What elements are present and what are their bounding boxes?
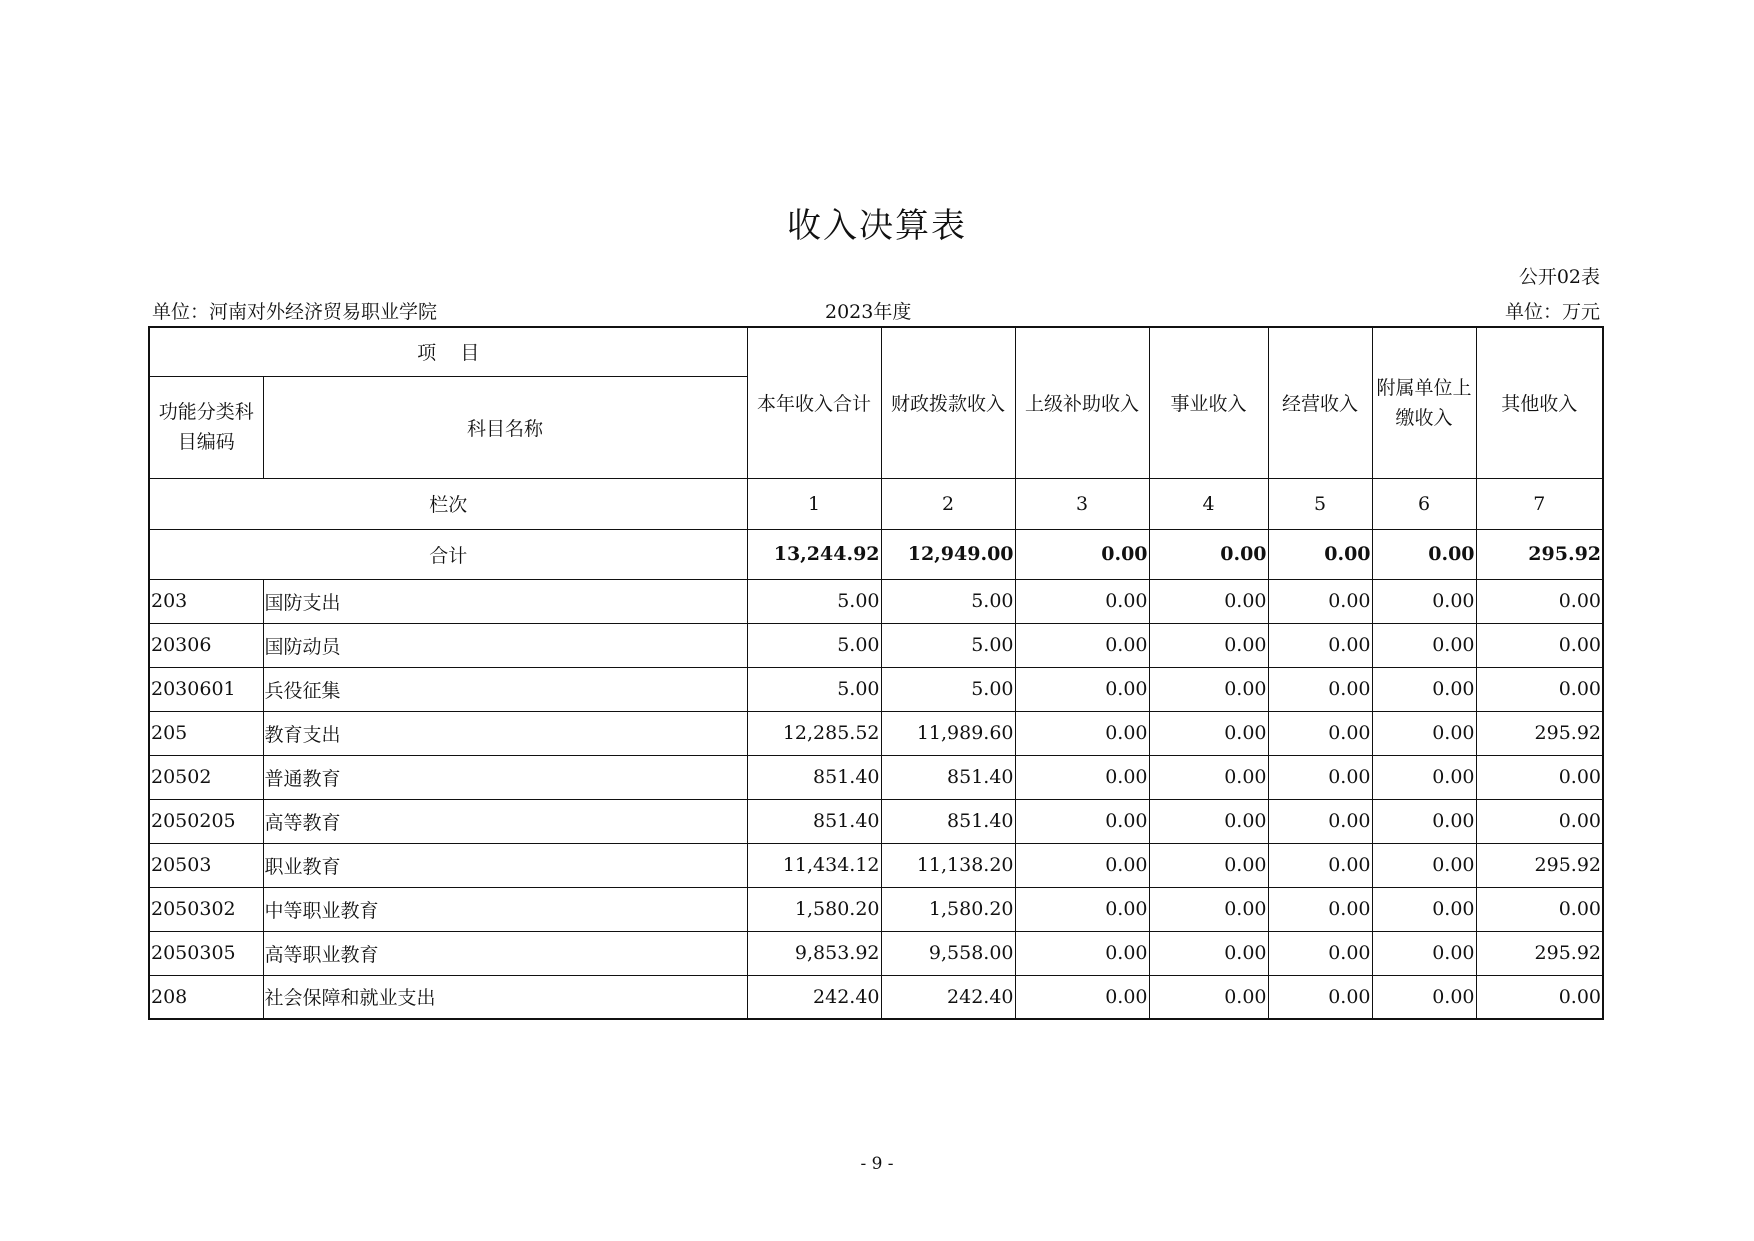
subject-code: 203 <box>149 579 263 623</box>
amount-cell: 0.00 <box>1476 975 1603 1019</box>
index-label: 栏次 <box>149 478 747 529</box>
col-index-2: 2 <box>881 478 1015 529</box>
amount-cell: 5.00 <box>747 579 881 623</box>
amount-cell: 0.00 <box>1268 711 1372 755</box>
subject-name: 国防支出 <box>263 579 747 623</box>
amount-cell: 0.00 <box>1476 799 1603 843</box>
subject-code: 2050205 <box>149 799 263 843</box>
table-row <box>149 931 1603 975</box>
amount-cell: 0.00 <box>1015 931 1149 975</box>
amount-cell: 851.40 <box>747 755 881 799</box>
amount-cell: 0.00 <box>1149 755 1268 799</box>
col-header-6: 附属单位上缴收入 <box>1372 327 1476 478</box>
amount-cell: 0.00 <box>1268 755 1372 799</box>
amount-cell: 0.00 <box>1268 579 1372 623</box>
table-row <box>149 711 1603 755</box>
amount-cell: 0.00 <box>1372 931 1476 975</box>
subject-code: 2050305 <box>149 931 263 975</box>
amount-cell: 11,989.60 <box>881 711 1015 755</box>
amount-cell: 0.00 <box>1149 579 1268 623</box>
amount-cell: 11,434.12 <box>747 843 881 887</box>
amount-cell: 1,580.20 <box>881 887 1015 931</box>
amount-cell: 0.00 <box>1372 711 1476 755</box>
amount-cell: 0.00 <box>1372 887 1476 931</box>
amount-cell: 0.00 <box>1015 667 1149 711</box>
amount-cell: 5.00 <box>881 623 1015 667</box>
subject-name: 高等教育 <box>263 799 747 843</box>
income-final-accounts-table <box>148 326 1604 1020</box>
amount-cell: 0.00 <box>1476 887 1603 931</box>
amount-cell: 0.00 <box>1268 799 1372 843</box>
amount-cell: 0.00 <box>1015 623 1149 667</box>
total-label: 合计 <box>149 529 747 579</box>
table-row <box>149 623 1603 667</box>
amount-cell: 1,580.20 <box>747 887 881 931</box>
total-value-6: 0.00 <box>1372 529 1476 579</box>
amount-cell: 0.00 <box>1015 843 1149 887</box>
amount-cell: 851.40 <box>747 799 881 843</box>
col-index-5: 5 <box>1268 478 1372 529</box>
name-header: 科目名称 <box>263 376 747 478</box>
header-row-items <box>149 327 1603 376</box>
col-index-1: 1 <box>747 478 881 529</box>
amount-cell: 9,853.92 <box>747 931 881 975</box>
subject-code: 2030601 <box>149 667 263 711</box>
currency-unit: 单位：万元 <box>1504 301 1600 323</box>
table-row <box>149 667 1603 711</box>
total-value-2: 12,949.00 <box>881 529 1015 579</box>
amount-cell: 0.00 <box>1149 623 1268 667</box>
table-row <box>149 579 1603 623</box>
total-value-7: 295.92 <box>1476 529 1603 579</box>
amount-cell: 9,558.00 <box>881 931 1015 975</box>
subject-code: 20306 <box>149 623 263 667</box>
code-header: 功能分类科目编码 <box>149 376 263 478</box>
total-value-4: 0.00 <box>1149 529 1268 579</box>
amount-cell: 0.00 <box>1372 799 1476 843</box>
col-index-7: 7 <box>1476 478 1603 529</box>
item-header: 项 目 <box>149 327 747 376</box>
col-index-6: 6 <box>1372 478 1476 529</box>
amount-cell: 11,138.20 <box>881 843 1015 887</box>
amount-cell: 851.40 <box>881 799 1015 843</box>
amount-cell: 0.00 <box>1149 887 1268 931</box>
table-row <box>149 975 1603 1019</box>
amount-cell: 0.00 <box>1476 579 1603 623</box>
amount-cell: 0.00 <box>1476 667 1603 711</box>
amount-cell: 0.00 <box>1268 931 1372 975</box>
amount-cell: 0.00 <box>1149 711 1268 755</box>
amount-cell: 242.40 <box>881 975 1015 1019</box>
amount-cell: 295.92 <box>1476 843 1603 887</box>
amount-cell: 295.92 <box>1476 931 1603 975</box>
total-value-1: 13,244.92 <box>747 529 881 579</box>
table-row <box>149 799 1603 843</box>
amount-cell: 0.00 <box>1268 887 1372 931</box>
subject-code: 20502 <box>149 755 263 799</box>
amount-cell: 0.00 <box>1015 711 1149 755</box>
page-number: - 9 - <box>860 1154 894 1174</box>
reporting-unit: 单位：河南对外经济贸易职业学院 <box>152 301 438 323</box>
subject-code: 208 <box>149 975 263 1019</box>
subject-name: 教育支出 <box>263 711 747 755</box>
amount-cell: 0.00 <box>1476 755 1603 799</box>
amount-cell: 0.00 <box>1372 667 1476 711</box>
amount-cell: 0.00 <box>1015 887 1149 931</box>
amount-cell: 0.00 <box>1015 755 1149 799</box>
col-header-3: 上级补助收入 <box>1015 327 1149 478</box>
amount-cell: 0.00 <box>1372 975 1476 1019</box>
amount-cell: 5.00 <box>747 667 881 711</box>
amount-cell: 0.00 <box>1476 623 1603 667</box>
subject-name: 兵役征集 <box>263 667 747 711</box>
subject-name: 高等职业教育 <box>263 931 747 975</box>
amount-cell: 0.00 <box>1268 623 1372 667</box>
amount-cell: 295.92 <box>1476 711 1603 755</box>
amount-cell: 242.40 <box>747 975 881 1019</box>
total-value-5: 0.00 <box>1268 529 1372 579</box>
amount-cell: 5.00 <box>881 667 1015 711</box>
subject-code: 205 <box>149 711 263 755</box>
form-number: 公开02表 <box>1518 266 1600 288</box>
total-row <box>149 529 1603 579</box>
amount-cell: 5.00 <box>747 623 881 667</box>
col-header-4: 事业收入 <box>1149 327 1268 478</box>
amount-cell: 0.00 <box>1149 931 1268 975</box>
subject-name: 中等职业教育 <box>263 887 747 931</box>
page-title: 收入决算表 <box>787 206 967 246</box>
amount-cell: 12,285.52 <box>747 711 881 755</box>
amount-cell: 0.00 <box>1015 579 1149 623</box>
total-value-3: 0.00 <box>1015 529 1149 579</box>
amount-cell: 0.00 <box>1372 843 1476 887</box>
subject-name: 普通教育 <box>263 755 747 799</box>
fiscal-year: 2023年度 <box>825 301 912 323</box>
amount-cell: 0.00 <box>1268 843 1372 887</box>
amount-cell: 0.00 <box>1149 799 1268 843</box>
col-header-2: 财政拨款收入 <box>881 327 1015 478</box>
amount-cell: 0.00 <box>1372 579 1476 623</box>
amount-cell: 0.00 <box>1149 667 1268 711</box>
column-index-row <box>149 478 1603 529</box>
amount-cell: 0.00 <box>1149 843 1268 887</box>
subject-code: 2050302 <box>149 887 263 931</box>
amount-cell: 0.00 <box>1015 975 1149 1019</box>
amount-cell: 0.00 <box>1149 975 1268 1019</box>
subject-name: 社会保障和就业支出 <box>263 975 747 1019</box>
col-header-1: 本年收入合计 <box>747 327 881 478</box>
table-row <box>149 755 1603 799</box>
amount-cell: 0.00 <box>1268 667 1372 711</box>
data-rows <box>149 579 1603 1019</box>
col-index-4: 4 <box>1149 478 1268 529</box>
amount-cell: 0.00 <box>1268 975 1372 1019</box>
amount-cell: 851.40 <box>881 755 1015 799</box>
table-row <box>149 843 1603 887</box>
amount-cell: 0.00 <box>1372 755 1476 799</box>
amount-cell: 0.00 <box>1015 799 1149 843</box>
subject-name: 职业教育 <box>263 843 747 887</box>
subject-name: 国防动员 <box>263 623 747 667</box>
amount-cell: 0.00 <box>1372 623 1476 667</box>
subject-code: 20503 <box>149 843 263 887</box>
col-header-7: 其他收入 <box>1476 327 1603 478</box>
table-row <box>149 887 1603 931</box>
amount-cell: 5.00 <box>881 579 1015 623</box>
col-header-5: 经营收入 <box>1268 327 1372 478</box>
col-index-3: 3 <box>1015 478 1149 529</box>
